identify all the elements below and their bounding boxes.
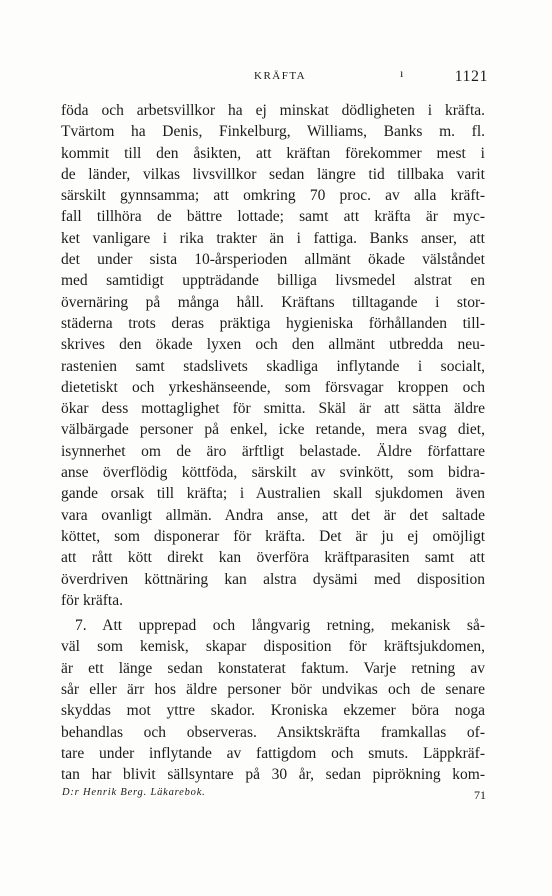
text-line: att rått kött direkt kan överföra kräftparasiten samt att xyxy=(61,549,485,567)
text-line: skrives den ökade lyxen och den allmänt utbredda neu- xyxy=(61,336,485,354)
page-footer xyxy=(62,787,486,807)
text-line: vara ovanligt allmän. Andra anse, att det är det saltade xyxy=(61,506,485,524)
text-line: det under sista 10-årsperioden allmänt ökade välståndet xyxy=(61,251,485,269)
text-line: dietetiskt och yrkeshänseende, som försvagar kroppen och xyxy=(61,378,485,396)
text-line: isynnerhet om de äro ärftligt belastade. Äldre författare xyxy=(61,442,485,460)
page-number: 1121 xyxy=(454,68,488,85)
text-line: de länder, vilkas livsvillkor sedan längre tid tillbaka varit xyxy=(61,165,485,183)
signature-mark: 71 xyxy=(474,788,486,802)
stray-ink-mark: ı xyxy=(400,66,404,80)
text-line: ket vanligare i rika trakter än i fattiga. Banks anser, att xyxy=(61,229,485,247)
running-title: KRÄFTA xyxy=(254,70,307,82)
text-line: överdriven köttnäring kan alstra dysämi med disposition xyxy=(61,570,485,588)
text-line: fall tillhöra de bättre lottade; samt att kräfta är myc- xyxy=(61,208,485,226)
text-line: sår eller ärr hos äldre personer bör undvikas och de senare xyxy=(61,681,485,699)
text-line: Tvärtom ha Denis, Finkelburg, Williams, Banks m. fl. xyxy=(61,123,485,141)
text-line: tare under inflytande av fattigdom och smuts. Läppkräf- xyxy=(61,744,485,762)
text-line: tan har blivit sällsyntare på 30 år, sedan piprökning kom- xyxy=(61,766,485,784)
text-line: rastenien samt stadslivets skadliga inflytande i socialt, xyxy=(61,357,485,375)
text-line: 7. Att upprepad och långvarig retning, mekanisk så- xyxy=(75,617,485,635)
text-line: behandlas och observeras. Ansiktskräfta framkallas of- xyxy=(61,723,485,741)
text-line: särskilt gynnsamma; att omkring 70 proc. av alla kräft- xyxy=(61,187,485,205)
text-line: köttet, som disponerar för kräfta. Det är ju ej omöjligt xyxy=(61,527,485,545)
running-head xyxy=(58,66,488,88)
footer-credit: D:r Henrik Berg. Läkarebok. xyxy=(62,787,206,798)
text-line: kommit till den åsikten, att kräftan förekommer mest i xyxy=(61,144,485,162)
text-line: ökar dess mottaglighet för smitta. Skäl är att sätta äldre xyxy=(61,400,485,418)
text-line: med samtidigt uppträdande billiga livsmedel alstrat en xyxy=(61,272,485,290)
text-line: välbärgade personer på enkel, icke retande, mera svag diet, xyxy=(61,421,485,439)
text-line: övernäring på många håll. Kräftans tilltagande i stor- xyxy=(61,293,485,311)
text-line: föda och arbetsvillkor ha ej minskat dödligheten i kräfta. xyxy=(61,102,485,119)
text-line: städerna trots deras präktiga hygieniska förhållanden till- xyxy=(61,314,485,332)
text-line: skyddas mot yttre skador. Kroniska ekzemer böra noga xyxy=(61,702,485,720)
text-line: anse överflödig köttföda, särskilt av svinkött, som bidra- xyxy=(61,464,485,482)
body-text xyxy=(61,100,485,786)
text-line: väl som kemisk, skapar disposition för kräftsjukdomen, xyxy=(61,638,485,656)
text-line: är ett länge sedan konstaterat faktum. Varje retning av xyxy=(61,659,485,677)
text-line: för kräfta. xyxy=(61,591,123,609)
text-line: gande orsak till kräfta; i Australien skall sjukdomen även xyxy=(61,485,485,503)
